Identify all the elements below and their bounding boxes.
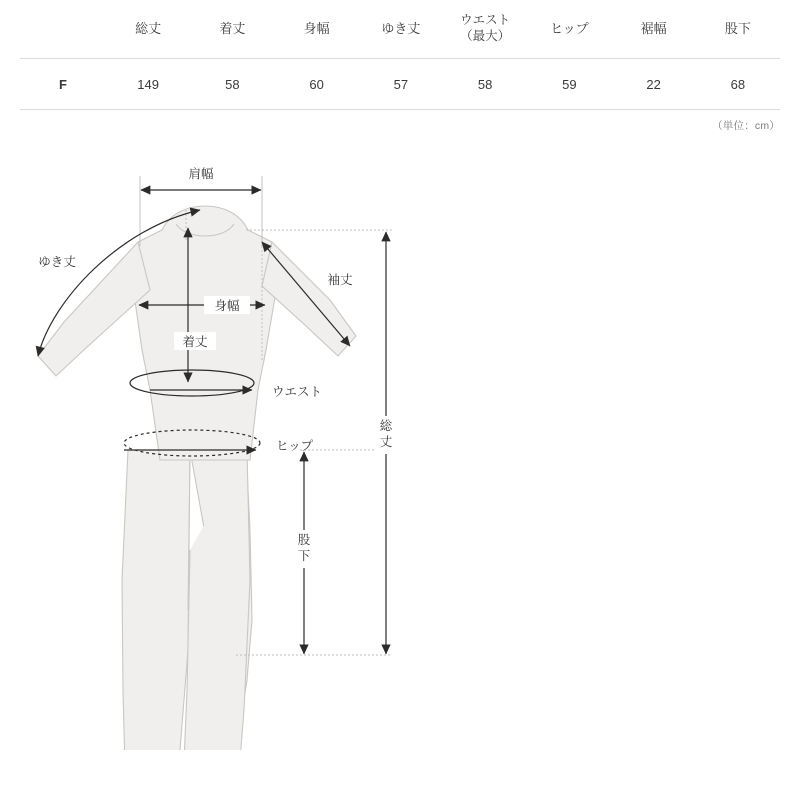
column-header-body-length: 着丈 (190, 0, 274, 59)
label-body-width: 身幅 (214, 299, 240, 313)
row-label-size: F (20, 59, 106, 110)
cell-hip: 59 (527, 59, 611, 110)
column-header-yuki-length: ゆき丈 (359, 0, 443, 59)
label-sleeve-length: 袖丈 (327, 273, 353, 287)
cell-yuki-length: 57 (359, 59, 443, 110)
column-header-inseam: 股下 (696, 0, 780, 59)
column-header-waist-line2: （最大） (460, 29, 511, 43)
column-header-hip: ヒップ (527, 0, 611, 59)
cell-total-length: 149 (106, 59, 190, 110)
label-inseam-2: 下 (297, 549, 311, 563)
size-table (20, 0, 780, 110)
table-row (20, 59, 780, 110)
cell-body-length: 58 (190, 59, 274, 110)
cell-hem-width: 22 (612, 59, 696, 110)
column-header-size (20, 0, 106, 59)
label-yuki-length: ゆき丈 (38, 255, 76, 269)
column-header-waist (443, 0, 527, 59)
label-body-length: 着丈 (182, 335, 208, 349)
cell-inseam: 68 (696, 59, 780, 110)
column-header-total-length: 総丈 (106, 0, 190, 59)
column-header-waist-line1: ウエスト (460, 13, 511, 28)
size-table-head (20, 0, 780, 59)
measurement-diagram (0, 150, 800, 750)
table-header-row (20, 0, 780, 59)
size-table-body (20, 59, 780, 110)
label-total-length: 総 (379, 419, 393, 433)
garment-illustration (38, 206, 356, 750)
column-header-hem-width: 裾幅 (612, 0, 696, 59)
cell-waist: 58 (443, 59, 527, 110)
column-header-body-width: 身幅 (275, 0, 359, 59)
cell-body-width: 60 (275, 59, 359, 110)
unit-note: （単位：cm） (712, 120, 780, 132)
label-waist: ウエスト (272, 385, 323, 399)
label-total-length-2: 丈 (379, 435, 393, 449)
label-inseam: 股 (297, 533, 311, 547)
label-shoulder-width: 肩幅 (188, 167, 214, 181)
label-hip: ヒップ (276, 439, 314, 453)
